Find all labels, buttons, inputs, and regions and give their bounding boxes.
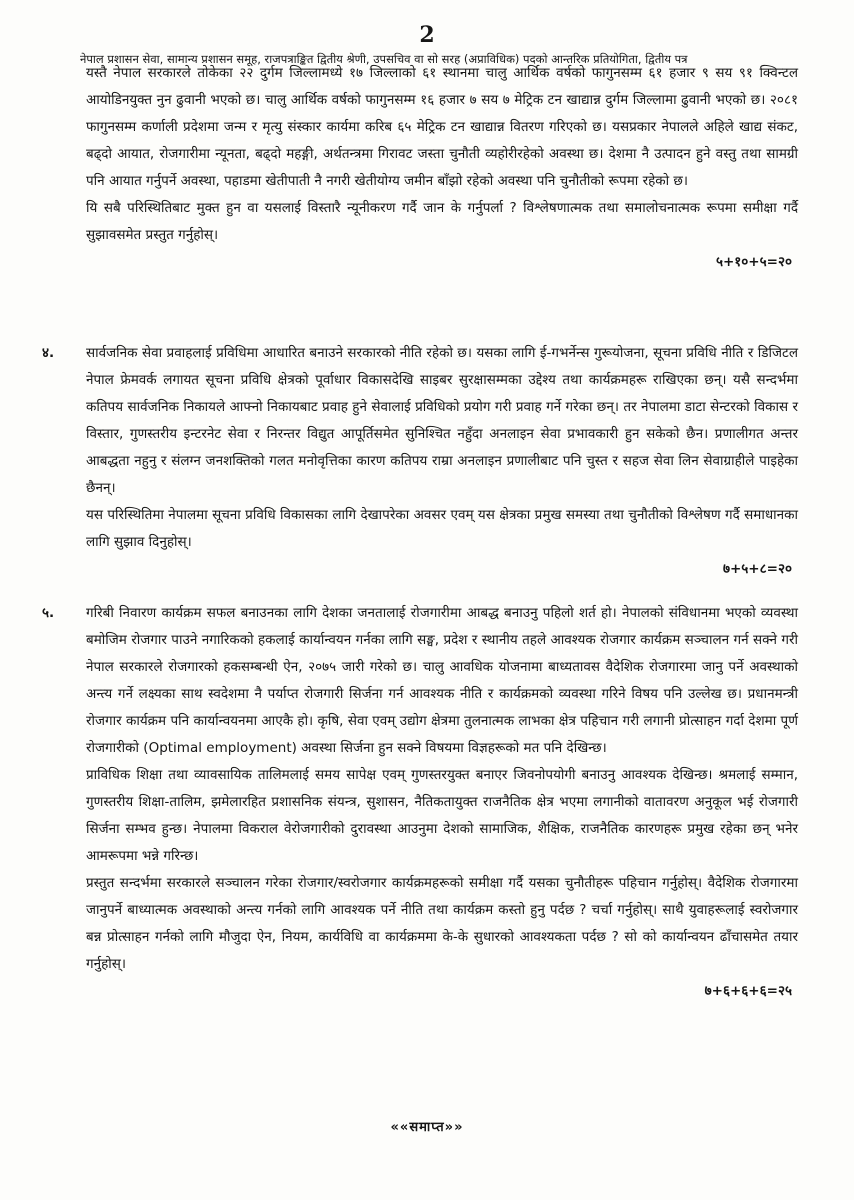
question-4-block	[86, 340, 798, 582]
exam-header: नेपाल प्रशासन सेवा, सामान्य प्रशासन समूह, राजपत्राङ्कित द्वितीय श्रेणी, उपसचिव वा सो सरह (अप्राविधिक) पदको आन्तरिक प्रतियोगिता, द्वितीय पत्र	[80, 52, 688, 66]
page-number: 2	[419, 22, 435, 48]
q3-marks: ५+१०+५=२०	[715, 254, 792, 270]
q5-number: ५.	[42, 605, 55, 621]
q5-paragraph-2: प्राविधिक शिक्षा तथा व्यावसायिक तालिमलाई समय सापेक्ष एवम् गुणस्तरयुक्त बनाएर जिवनोपयोगी बनाउनु आवश्यक देखिन्छ। श्रमलाई सम्मान, गुणस्तरीय शिक्षा-तालिम, झमेलारहित प्रशासनिक संयन्त्र, सुशासन, नैतिकतायुक्त राजनैतिक क्षेत्र भएमा लगानीको वातावरण अनुकूल भई रोजगारी सिर्जना सम्भव हुन्छ। नेपालमा विकराल वेरोजगारीको दुरावस्था आउनुमा देशको सामाजिक, शैक्षिक, राजनैतिक कारणहरू प्रमुख रहेका छन् भनेर आमरूपमा भन्ने गरिन्छ।	[86, 767, 798, 864]
q5-marks: ७+६+६+६=२५	[704, 983, 792, 999]
q5-paragraph-1: गरिबी निवारण कार्यक्रम सफल बनाउनका लागि देशका जनतालाई रोजगारीमा आबद्ध बनाउनु पहिलो शर्त हो। नेपालको संविधानमा भएको व्यवस्था बमोजिम रोजगार पाउने नगारिकको हकलाई कार्यान्वयन गर्नका लागि सङ्घ, प्रदेश र स्थानीय तहले आवश्यक रोजगार कार्यक्रम सञ्चालन गर्न सक्ने गरी नेपाल सरकारले रोजगारको हकसम्बन्धी ऐन, २०७५ जारी गरेको छ। चालु आवधिक योजनामा बाध्यतावस वैदेशिक रोजगारमा जानु पर्ने अवस्थाको अन्त्य गर्ने लक्ष्यका साथ स्वदेशमा नै पर्याप्त रोजगारी सिर्जना गर्न आवश्यक नीति र कार्यक्रमको व्यवस्था गरिने विषय पनि उल्लेख छ। प्रधानमन्त्री रोजगार कार्यक्रम पनि कार्यान्वयनमा आएकै हो। कृषि, सेवा एवम् उद्योग क्षेत्रमा तुलनात्मक लाभका क्षेत्र पहिचान गरी लगानी प्रोत्साहन गर्दा देशमा पूर्ण रोजगारीको (Optimal employment) अवस्था सिर्जना हुन सक्ने विषयमा विज्ञहरूको मत पनि देखिन्छ।	[86, 605, 798, 756]
q4-marks: ७+५+८=२०	[722, 561, 792, 577]
question-3-block	[86, 60, 798, 275]
q4-paragraph-2: यस परिस्थितिमा नेपालमा सूचना प्रविधि विकासका लागि देखापरेका अवसर एवम् यस क्षेत्रका प्रमुख समस्या तथा चुनौतीको विश्लेषण गर्दै समाधानका लागि सुझाव दिनुहोस्।	[86, 507, 798, 550]
q4-paragraph-1: सार्वजनिक सेवा प्रवाहलाई प्रविधिमा आधारित बनाउने सरकारको नीति रहेको छ। यसका लागि ई-गभर्नेन्स गुरूयोजना, सूचना प्रविधि नीति र डिजिटल नेपाल फ्रेमवर्क लगायत सूचना प्रविधि क्षेत्रको पूर्वाधार विकासदेखि साइबर सुरक्षासम्मका उद्देश्य तथा कार्यक्रमहरू राखिएका छन्। यसै सन्दर्भमा कतिपय सार्वजनिक निकायले आफ्नो निकायबाट प्रवाह हुने सेवालाई प्रविधिको प्रयोग गरी प्रवाह गर्ने गरेका छन्। तर नेपालमा डाटा सेन्टरको विकास र विस्तार, गुणस्तरीय इन्टरनेट सेवा र निरन्तर विद्युत आपूर्तिसमेत सुनिश्चित नहुँदा अनलाइन सेवा प्रभावकारी हुन सकेको छैन। प्रणालीगत अन्तर आबद्धता नहुनु र संलग्न जनशक्तिको गलत मनोवृत्तिका कारण कतिपय राम्रा अनलाइन प्रणालीबाट पनि चुस्त र सहज सेवा लिन सेवाग्राहीले पाइहेका छैनन्।	[86, 345, 798, 496]
question-5-block	[86, 600, 798, 1004]
end-marker: ««समाप्त»»	[390, 1120, 464, 1135]
q4-number: ४.	[42, 345, 55, 361]
q5-paragraph-3: प्रस्तुत सन्दर्भमा सरकारले सञ्चालन गरेका रोजगार/स्वरोजगार कार्यक्रमहरूको समीक्षा गर्दै यसका चुनौतीहरू पहिचान गर्नुहोस्। वैदेशिक रोजगारमा जानुपर्ने बाध्यात्मक अवस्थाको अन्त्य गर्नको लागि आवश्यक पर्ने नीति तथा कार्यक्रम कस्तो हुनु पर्दछ ? चर्चा गर्नुहोस्। साथै युवाहरूलाई स्वरोजगार बन्न प्रोत्साहन गर्नको लागि मौजुदा ऐन, नियम, कार्यविधि वा कार्यक्रममा के-के सुधारको आवश्यकता पर्दछ ? सो को कार्यान्वयन ढाँचासमेत तयार गर्नुहोस्।	[86, 875, 798, 972]
q3-paragraph-2: यि सबै परिस्थितिबाट मुक्त हुन वा यसलाई विस्तारै न्यूनीकरण गर्दै जान के गर्नुपर्ला ? विश्लेषणात्मक तथा समालोचनात्मक रूपमा समीक्षा गर्दै सुझावसमेत प्रस्तुत गर्नुहोस्।	[86, 200, 798, 243]
q3-paragraph-1: यस्तै नेपाल सरकारले तोकेका २२ दुर्गम जिल्लामध्ये १७ जिल्लाको ६१ स्थानमा चालु आर्थिक वर्षको फागुनसम्म ६१ हजार ९ सय ९१ क्विन्टल आयोडिनयुक्त नुन ढुवानी भएको छ। चालु आर्थिक वर्षको फागुनसम्म १६ हजार ७ सय ७ मेट्रिक टन खाद्यान्न दुर्गम जिल्लामा ढुवानी भएको छ। २०८१ फागुनसम्म कर्णाली प्रदेशमा जन्म र मृत्यु संस्कार कार्यमा करिब ६५ मेट्रिक टन खाद्यान्न वितरण गरिएको छ। यसप्रकार नेपालले अहिले खाद्य संकट, बढ्दो आयात, रोजगारीमा न्यूनता, बढ्दो महङ्गी, अर्थतन्त्रमा गिरावट जस्ता चुनौती व्यहोरीरहेको अवस्था छ। देशमा नै उत्पादन हुने वस्तु तथा सामग्री पनि आयात गर्नुपर्ने अवस्था, पहाडमा खेतीपाती नै नगरी खेतीयोग्य जमीन बाँझो रहेको अवस्था पनि चुनौतीको रूपमा रहेको छ।	[86, 65, 798, 189]
